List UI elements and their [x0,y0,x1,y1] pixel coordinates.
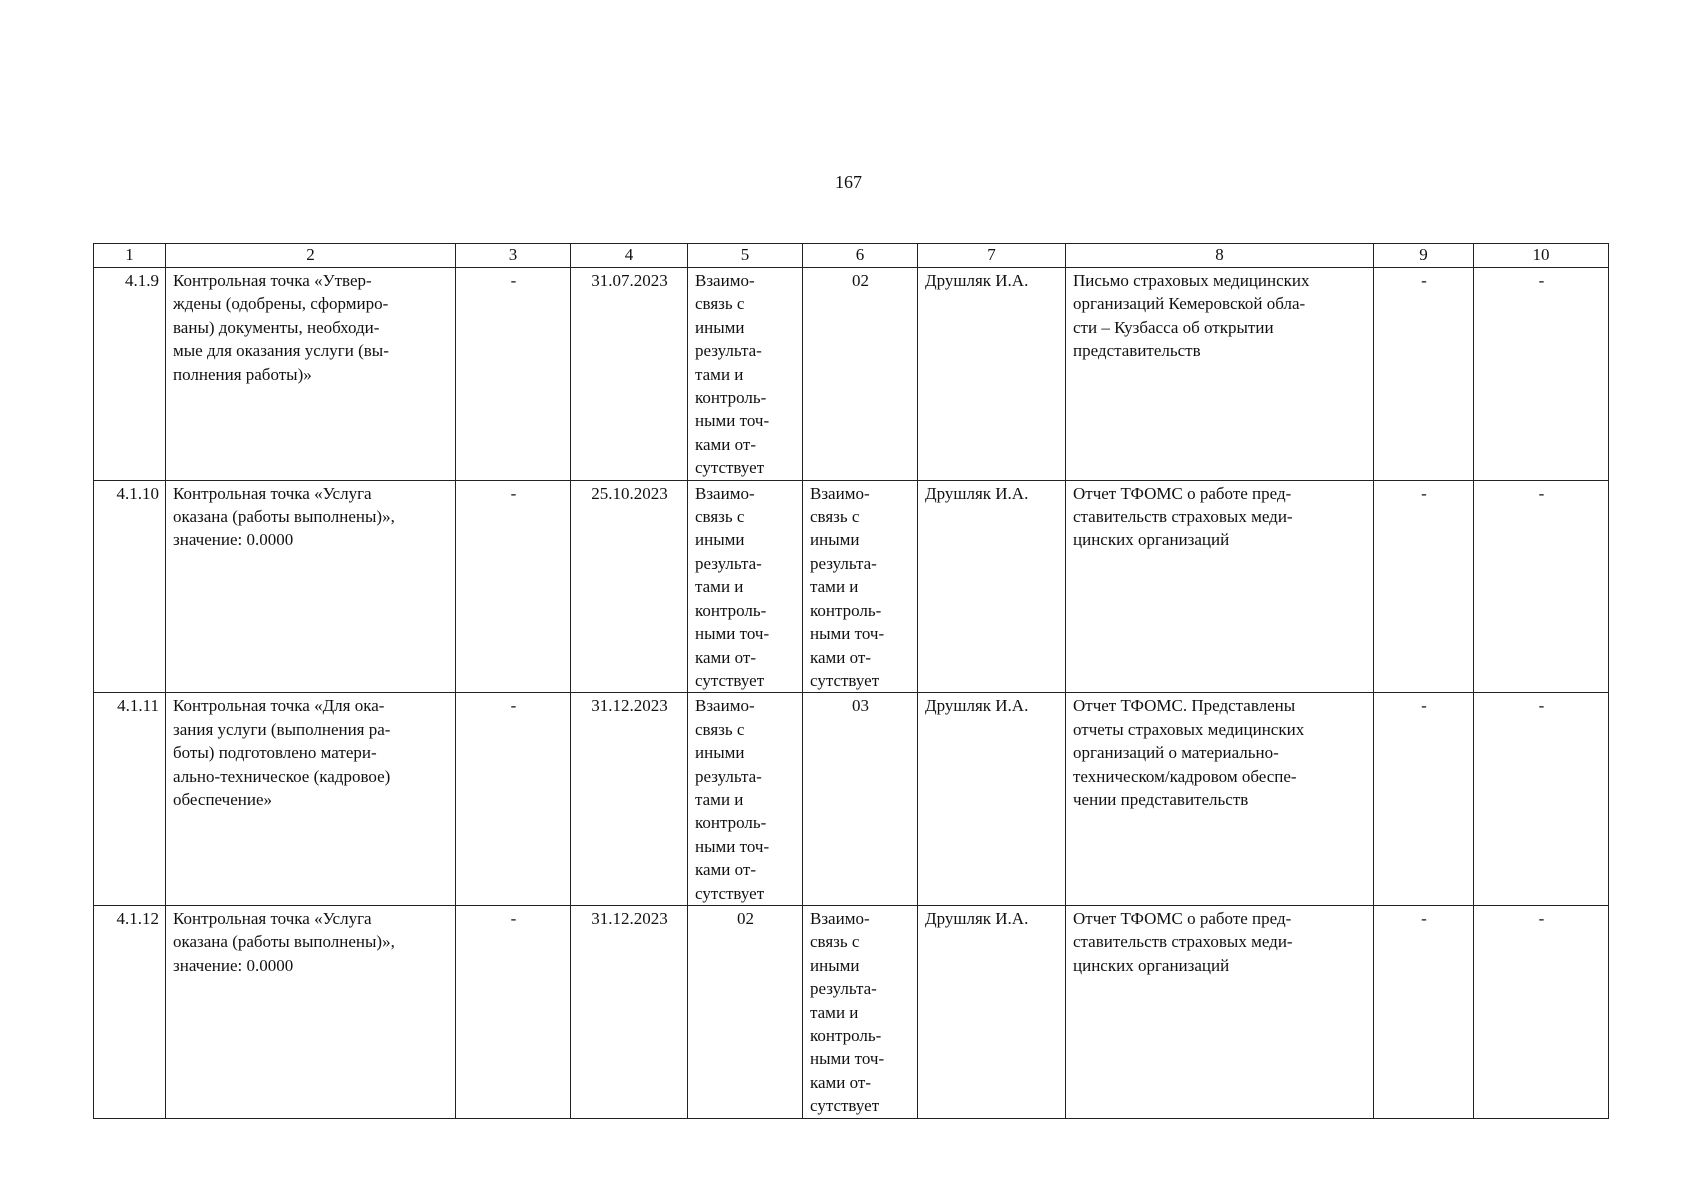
table-row [94,693,1609,906]
control-point-name-cell: Контрольная точка «Утвер- ждены (одобрены, сформиро- ваны) документы, необходи- мые для оказания услуги (вы- полнения работы)» [166,268,456,481]
table-cell: - [1374,268,1474,481]
relationship-cell: 02 [688,905,803,1118]
table-row [94,268,1609,481]
table-cell: - [1374,905,1474,1118]
column-header: 1 [94,244,166,268]
control-point-name-cell: Контрольная точка «Для ока- зания услуги (выполнения ра- боты) подготовлено матери- ально-техническое (кадровое) обеспечение» [166,693,456,906]
date-cell: 31.12.2023 [571,693,688,906]
control-point-name-cell: Контрольная точка «Услуга оказана (работы выполнены)», значение: 0.0000 [166,480,456,693]
relationship-cell: Взаимо- связь с иными результа- тами и контроль- ными точ- ками от- сутствует [688,693,803,906]
table-cell: - [456,480,571,693]
column-header: 5 [688,244,803,268]
table-cell: - [456,693,571,906]
table-cell: Взаимо- связь с иными результа- тами и контроль- ными точ- ками от- сутствует [803,480,918,693]
relationship-cell: Взаимо- связь с иными результа- тами и контроль- ными точ- ками от- сутствует [688,268,803,481]
row-number-cell: 4.1.12 [94,905,166,1118]
control-points-table [93,243,1609,1119]
table-cell: - [456,905,571,1118]
date-cell: 31.07.2023 [571,268,688,481]
responsible-cell: Друшляк И.А. [918,905,1066,1118]
table-cell: Взаимо- связь с иными результа- тами и контроль- ными точ- ками от- сутствует [803,905,918,1118]
document-cell: Отчет ТФОМС о работе пред- ставительств страховых меди- цинских организаций [1066,480,1374,693]
page-number: 167 [835,172,862,192]
table-cell: - [1474,693,1609,906]
column-header: 7 [918,244,1066,268]
header-row [94,244,1609,268]
responsible-cell: Друшляк И.А. [918,480,1066,693]
document-cell: Письмо страховых медицинских организаций Кемеровской обла- сти – Кузбасса об открытии представительств [1066,268,1374,481]
table-cell: 03 [803,693,918,906]
column-header: 2 [166,244,456,268]
table-cell: - [1374,480,1474,693]
row-number-cell: 4.1.11 [94,693,166,906]
table-row [94,480,1609,693]
relationship-cell: Взаимо- связь с иными результа- тами и контроль- ными точ- ками от- сутствует [688,480,803,693]
table-cell: - [1374,693,1474,906]
column-header: 3 [456,244,571,268]
row-number-cell: 4.1.9 [94,268,166,481]
table-row [94,905,1609,1118]
control-point-name-cell: Контрольная точка «Услуга оказана (работы выполнены)», значение: 0.0000 [166,905,456,1118]
responsible-cell: Друшляк И.А. [918,693,1066,906]
column-header: 9 [1374,244,1474,268]
document-cell: Отчет ТФОМС о работе пред- ставительств страховых меди- цинских организаций [1066,905,1374,1118]
date-cell: 25.10.2023 [571,480,688,693]
row-number-cell: 4.1.10 [94,480,166,693]
column-header: 10 [1474,244,1609,268]
document-cell: Отчет ТФОМС. Представлены отчеты страховых медицинских организаций о материально- техническом/кадровом обеспе- чении представительств [1066,693,1374,906]
table-cell: - [1474,268,1609,481]
column-header: 4 [571,244,688,268]
responsible-cell: Друшляк И.А. [918,268,1066,481]
table-cell: - [1474,905,1609,1118]
column-header: 6 [803,244,918,268]
date-cell: 31.12.2023 [571,905,688,1118]
table-cell: - [456,268,571,481]
table-cell: - [1474,480,1609,693]
table-cell: 02 [803,268,918,481]
column-header: 8 [1066,244,1374,268]
